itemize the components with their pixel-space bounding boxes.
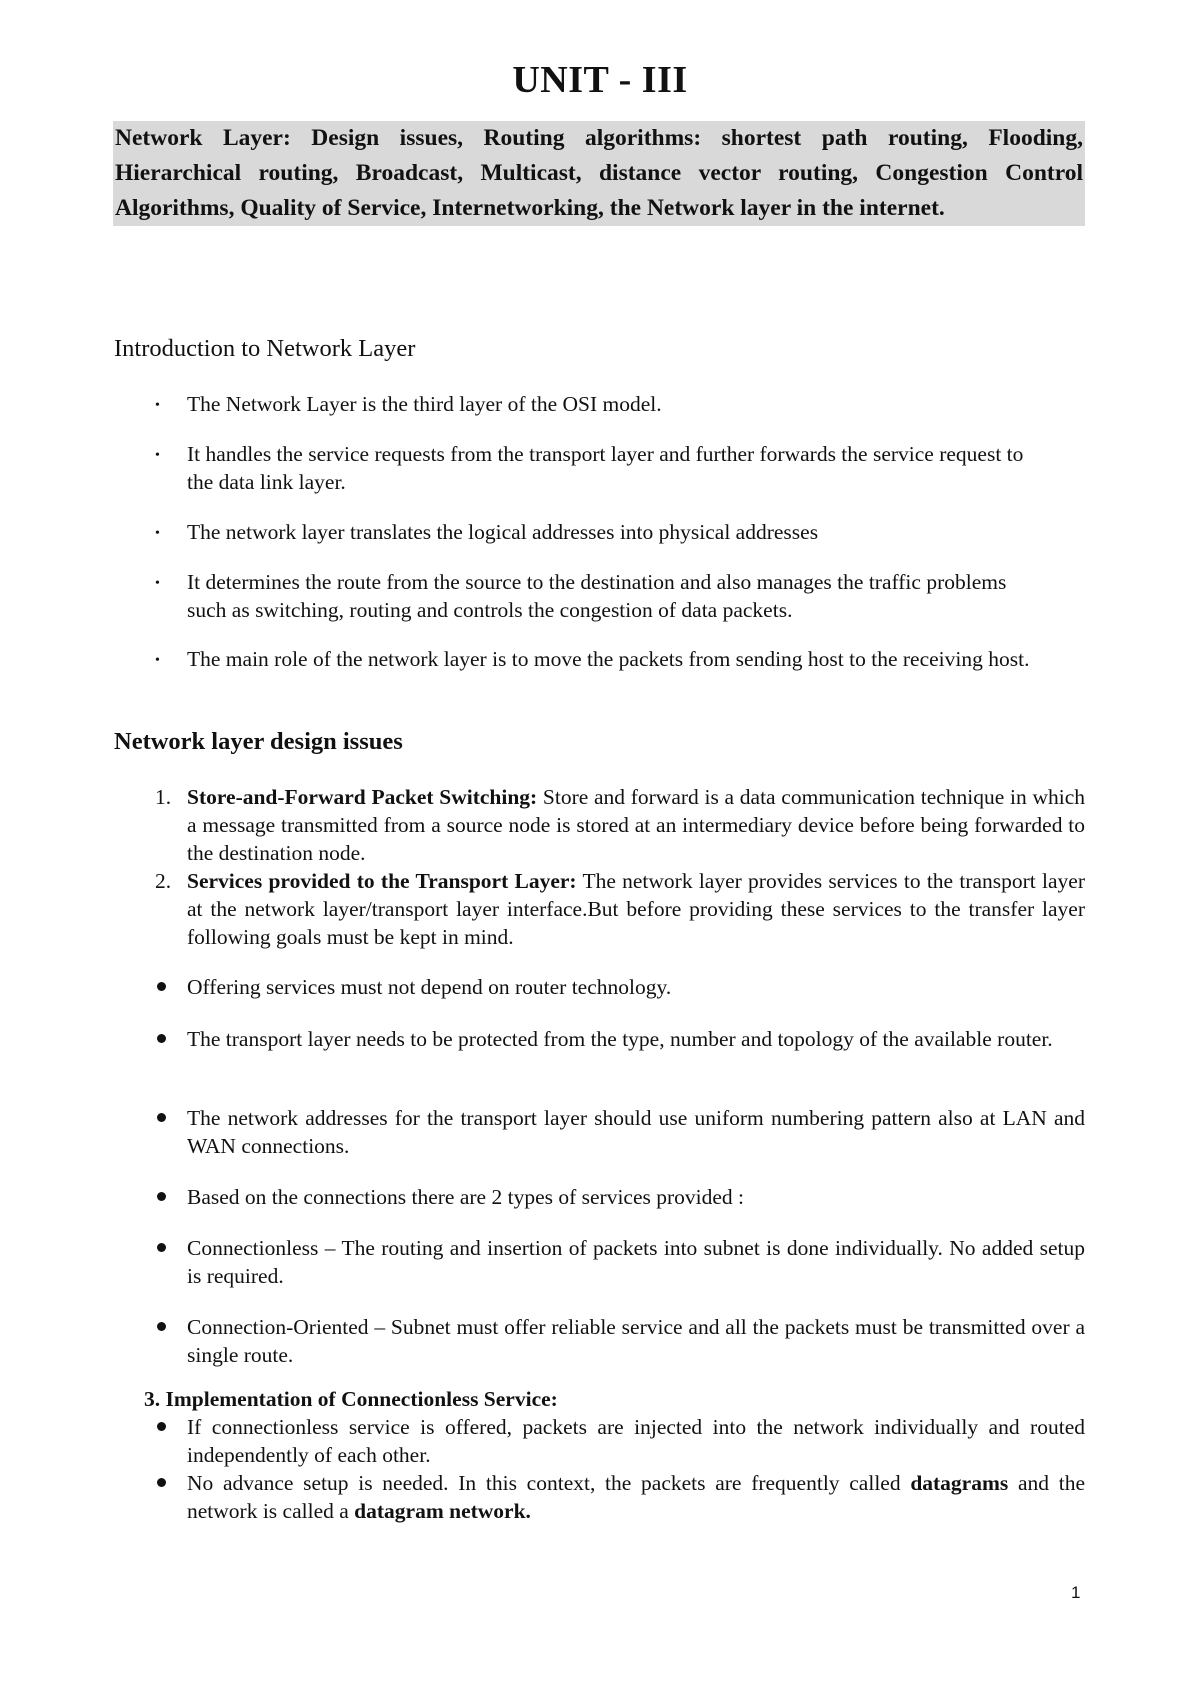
design-item-1-text: Store and forward is a data communication technique in which a message transmitted from a source node is stored at an intermediary device before being forwarded to the destination node. — [187, 785, 1085, 865]
syllabus-box: Network Layer: Design issues, Routing algorithms: shortest path routing, Flooding, Hierarchical routing, Broadcast, Multicast, distance vector routing, Congestion Control Algorithms, Quality of Service, Internetworking, the Network layer in the internet. — [113, 121, 1085, 226]
bullet-dot — [157, 1478, 166, 1487]
connectionless-heading: 3. Implementation of Connectionless Service: — [144, 1387, 558, 1411]
numbered-marker-1: 1. — [155, 785, 172, 809]
bullet-marker: • — [155, 398, 160, 413]
intro-heading: Introduction to Network Layer — [114, 335, 416, 362]
numbered-marker-2: 2. — [155, 869, 172, 893]
design-bullet-4: Based on the connections there are 2 types of services provided : — [187, 1185, 745, 1209]
datagram-network-term: datagram network. — [354, 1499, 531, 1523]
intro-bullet-5: The main role of the network layer is to move the packets from sending host to the receiving host. — [187, 647, 1030, 671]
bullet-dot — [157, 1322, 166, 1331]
connectionless-bullet-2-mid: and the network is called a — [187, 1471, 1085, 1523]
connectionless-bullet-2-pre: No advance setup is needed. In this context, the packets are frequently called — [187, 1471, 911, 1495]
bullet-dot — [157, 1192, 166, 1201]
bullet-marker: • — [155, 448, 160, 463]
design-item-2-term: Services provided to the Transport Layer: — [187, 869, 577, 893]
design-item-2 — [187, 867, 1085, 951]
datagrams-term: datagrams — [910, 1471, 1009, 1495]
intro-bullet-3: The network layer translates the logical addresses into physical addresses — [187, 520, 819, 544]
design-heading: Network layer design issues — [114, 728, 403, 755]
bullet-marker: • — [155, 653, 160, 668]
bullet-marker: • — [155, 576, 160, 591]
design-item-2-text: The network layer provides services to the transport layer at the network layer/transport layer interface.But before providing these services to the transfer layer following goals must be kept in mind. — [187, 869, 1085, 949]
bullet-marker: • — [155, 526, 160, 541]
design-item-1-term: Store-and-Forward Packet Switching: — [187, 785, 538, 809]
design-item-1 — [187, 783, 1085, 867]
intro-bullet-1: The Network Layer is the third layer of the OSI model. — [187, 392, 662, 416]
design-bullet-6: Connection-Oriented – Subnet must offer reliable service and all the packets must be transmitted over a single route. — [187, 1315, 1085, 1367]
design-bullet-5: Connectionless – The routing and insertion of packets into subnet is done individually. No added setup is required. — [187, 1236, 1085, 1288]
bullet-dot — [157, 1034, 166, 1043]
design-bullet-3: The network addresses for the transport layer should use uniform numbering pattern also at LAN and WAN connections. — [187, 1106, 1085, 1158]
intro-bullet-4: It determines the route from the source to the destination and also manages the traffic problems such as switching, routing and controls the congestion of data packets. — [187, 570, 1007, 622]
design-bullet-1: Offering services must not depend on router technology. — [187, 975, 672, 999]
connectionless-bullet-1: If connectionless service is offered, packets are injected into the network individually and routed independently of each other. — [187, 1415, 1085, 1467]
page-title: UNIT - III — [512, 59, 688, 101]
bullet-dot — [157, 982, 166, 991]
bullet-dot — [157, 1243, 166, 1252]
connectionless-bullet-2 — [187, 1469, 1085, 1525]
intro-bullet-2: It handles the service requests from the transport layer and further forwards the service request to the data link layer. — [187, 442, 1024, 494]
design-bullet-2: The transport layer needs to be protected from the type, number and topology of the available router. — [187, 1027, 1053, 1051]
bullet-dot — [157, 1113, 166, 1122]
page-number: 1 — [1071, 1583, 1081, 1602]
bullet-dot — [157, 1422, 166, 1431]
